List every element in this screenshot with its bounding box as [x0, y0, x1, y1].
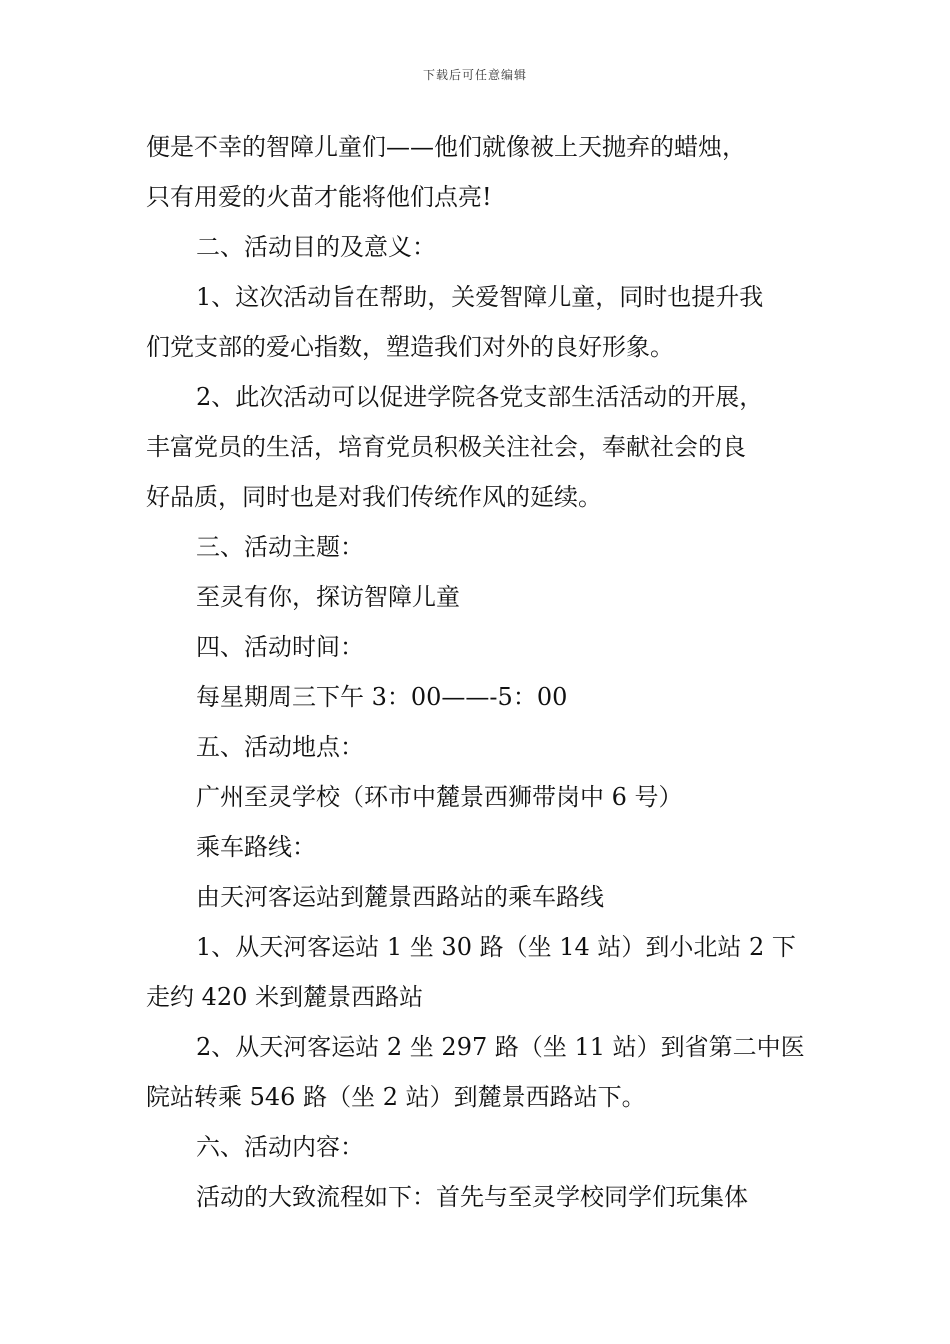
- text-line: 至灵有你，探访智障儿童: [196, 583, 460, 611]
- text-line: 广州至灵学校（环市中麓景西狮带岗中 6 号）: [196, 783, 683, 811]
- document-body: [146, 122, 810, 1222]
- text-line: 只有用爱的火苗才能将他们点亮!: [146, 183, 492, 211]
- text-line: 2、从天河客运站 2 坐 297 路（坐 11 站）到省第二中医: [196, 1033, 805, 1061]
- text-line: 院站转乘 546 路（坐 2 站）到麓景西路站下。: [146, 1083, 646, 1111]
- text-line: 丰富党员的生活，培育党员积极关注社会，奉献社会的良: [146, 433, 746, 461]
- text-line: 每星期周三下午 3：00——-5：00: [196, 683, 568, 711]
- text-line: 乘车路线：: [196, 833, 316, 861]
- section-heading: 四、活动时间：: [196, 633, 364, 661]
- text-line: 便是不幸的智障儿童们——他们就像被上天抛弃的蜡烛，: [146, 133, 746, 161]
- section-heading: 三、活动主题：: [196, 533, 364, 561]
- page-header: 下载后可任意编辑: [422, 68, 527, 82]
- text-line: 2、此次活动可以促进学院各党支部生活活动的开展，: [196, 383, 764, 411]
- text-line: 1、从天河客运站 1 坐 30 路（坐 14 站）到小北站 2 下: [196, 933, 796, 961]
- text-line: 们党支部的爱心指数，塑造我们对外的良好形象。: [146, 333, 674, 361]
- text-line: 好品质，同时也是对我们传统作风的延续。: [146, 483, 602, 511]
- section-heading: 二、活动目的及意义：: [196, 233, 436, 261]
- text-line: 活动的大致流程如下：首先与至灵学校同学们玩集体: [196, 1183, 748, 1211]
- text-line: 走约 420 米到麓景西路站: [146, 983, 424, 1011]
- text-line: 1、这次活动旨在帮助，关爱智障儿童，同时也提升我: [196, 283, 764, 311]
- section-heading: 六、活动内容：: [196, 1133, 364, 1161]
- text-line: 由天河客运站到麓景西路站的乘车路线: [196, 883, 604, 911]
- section-heading: 五、活动地点：: [196, 733, 364, 761]
